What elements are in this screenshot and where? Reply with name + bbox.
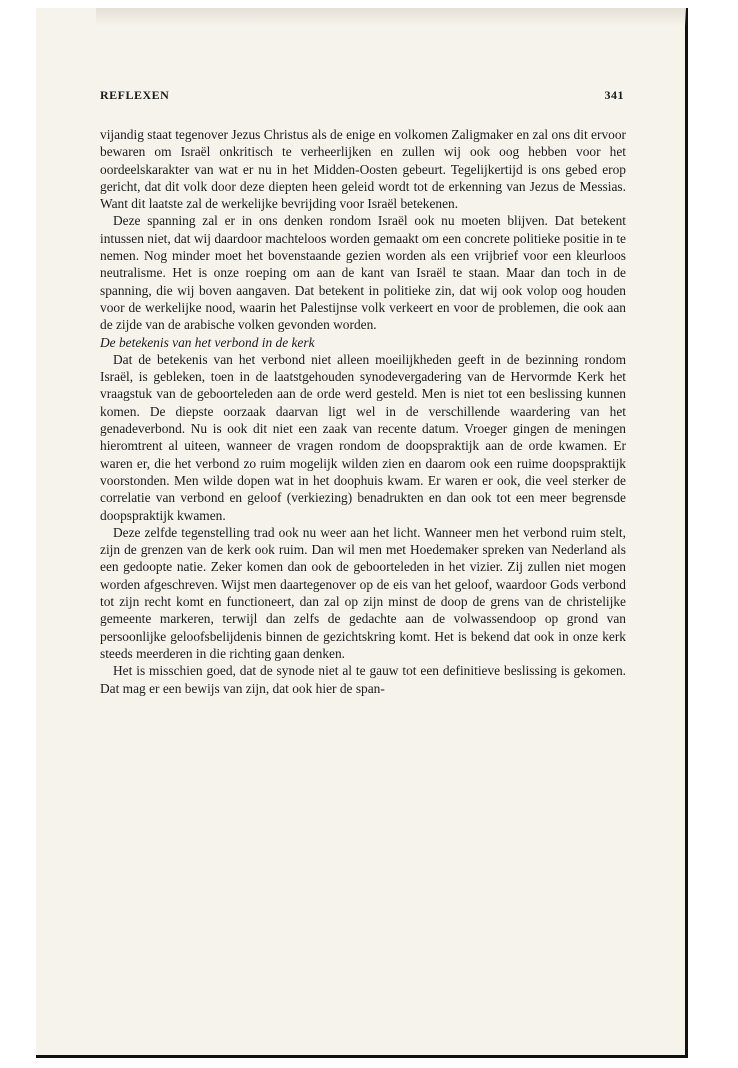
paragraph-5: Het is misschien goed, dat de synode niet al te gauw tot een definitieve beslissing is gekomen. Dat mag er een bewijs van zijn, dat ook hier de span-	[100, 663, 626, 696]
scan-shadow	[96, 8, 686, 26]
paragraph-3: Dat de betekenis van het verbond niet alleen moeilijkheden geeft in de bezinning rondom Israël, is gebleken, toen in de laatstgehouden synodevergadering van de Hervormde Kerk het vraagstuk van de geboorteleden aan de orde werd gesteld. Men is niet tot een beslissing kunnen komen. De diepste oorzaak daarvan ligt wel in de verschillende waardering van het genadeverbond. Nu is ook dit niet een zaak van recente datum. Vroeger gingen de meningen hieromtrent al uiteen, wanneer de vragen rondom de doopspraktijk aan de orde kwamen. Er waren er, die het verbond zo ruim mogelijk wilden zien en daarom ook een ruime doopspraktijk voorstonden. Men wilde dopen wat in het doophuis kwam. Er waren er ook, die veel sterker de correlatie van verbond en geloof (verkiezing) benadrukten en dan ook tot een meer begrensde doopspraktijk kwamen.	[100, 351, 626, 523]
paragraph-4: Deze zelfde tegenstelling trad ook nu weer aan het licht. Wanneer men het verbond ruim stelt, zijn de grenzen van de kerk ook ruim. Dan wil men met Hoedemaker spreken van Nederland als een gedoopte natie. Zeker komen dan ook de geboorteleden in het vizier. Zij zullen niet mogen worden afgeschreven. Wijst men daartegenover op de eis van het geloof, waardoor Gods verbond tot zijn recht komt en functioneert, dan zal op zijn minst de doop de grens van de christelijke gemeente markeren, terwijl dan zelfs de gedachte aan de volwassendoop op grond van persoonlijke geloofsbelijdenis binnen de gezichtskring komt. Het is bekend dat ook in onze kerk steeds meerderen in die richting gaan denken.	[100, 524, 626, 661]
running-head-title: REFLEXEN	[100, 88, 170, 102]
paragraph-2: Deze spanning zal er in ons denken rondom Israël ook nu moeten blijven. Dat betekent intussen niet, dat wij daardoor machteloos worden gemaakt om een concrete politieke positie in te nemen. Nog minder moet het bovenstaande gezien worden als een vrijbrief voor een kleurloos neutralisme. Het is onze roeping om aan de kant van Israël te staan. Maar dan toch in de spanning, die wij boven aangaven. Dat betekent in politieke zin, dat wij ook volop oog houden voor de werkelijke nood, waarin het Palestijnse volk verkeert en voor de problemen, die ook aan de zijde van de arabische volken gevonden worden.	[100, 213, 626, 333]
paragraph-1: vijandig staat tegenover Jezus Christus als de enige en volkomen Zaligmaker en zal ons dit ervoor bewaren om Israël onkritisch te verheerlijken en zullen wij ook oog hebben voor het oordeelskarakter van wat er nu in het Midden-Oosten gebeurt. Tegelijkertijd is ons gebed erop gericht, dat dit volk door deze diepten heen geleid wordt tot de erkenning van Jezus de Messias. Want dit laatste zal de werkelijke bevrijding voor Israël betekenen.	[100, 127, 626, 212]
page-number: 341	[604, 88, 624, 102]
book-page	[36, 8, 688, 1058]
body-text	[100, 126, 626, 697]
running-head	[100, 88, 624, 103]
section-heading: De betekenis van het verbond in de kerk	[100, 334, 315, 350]
